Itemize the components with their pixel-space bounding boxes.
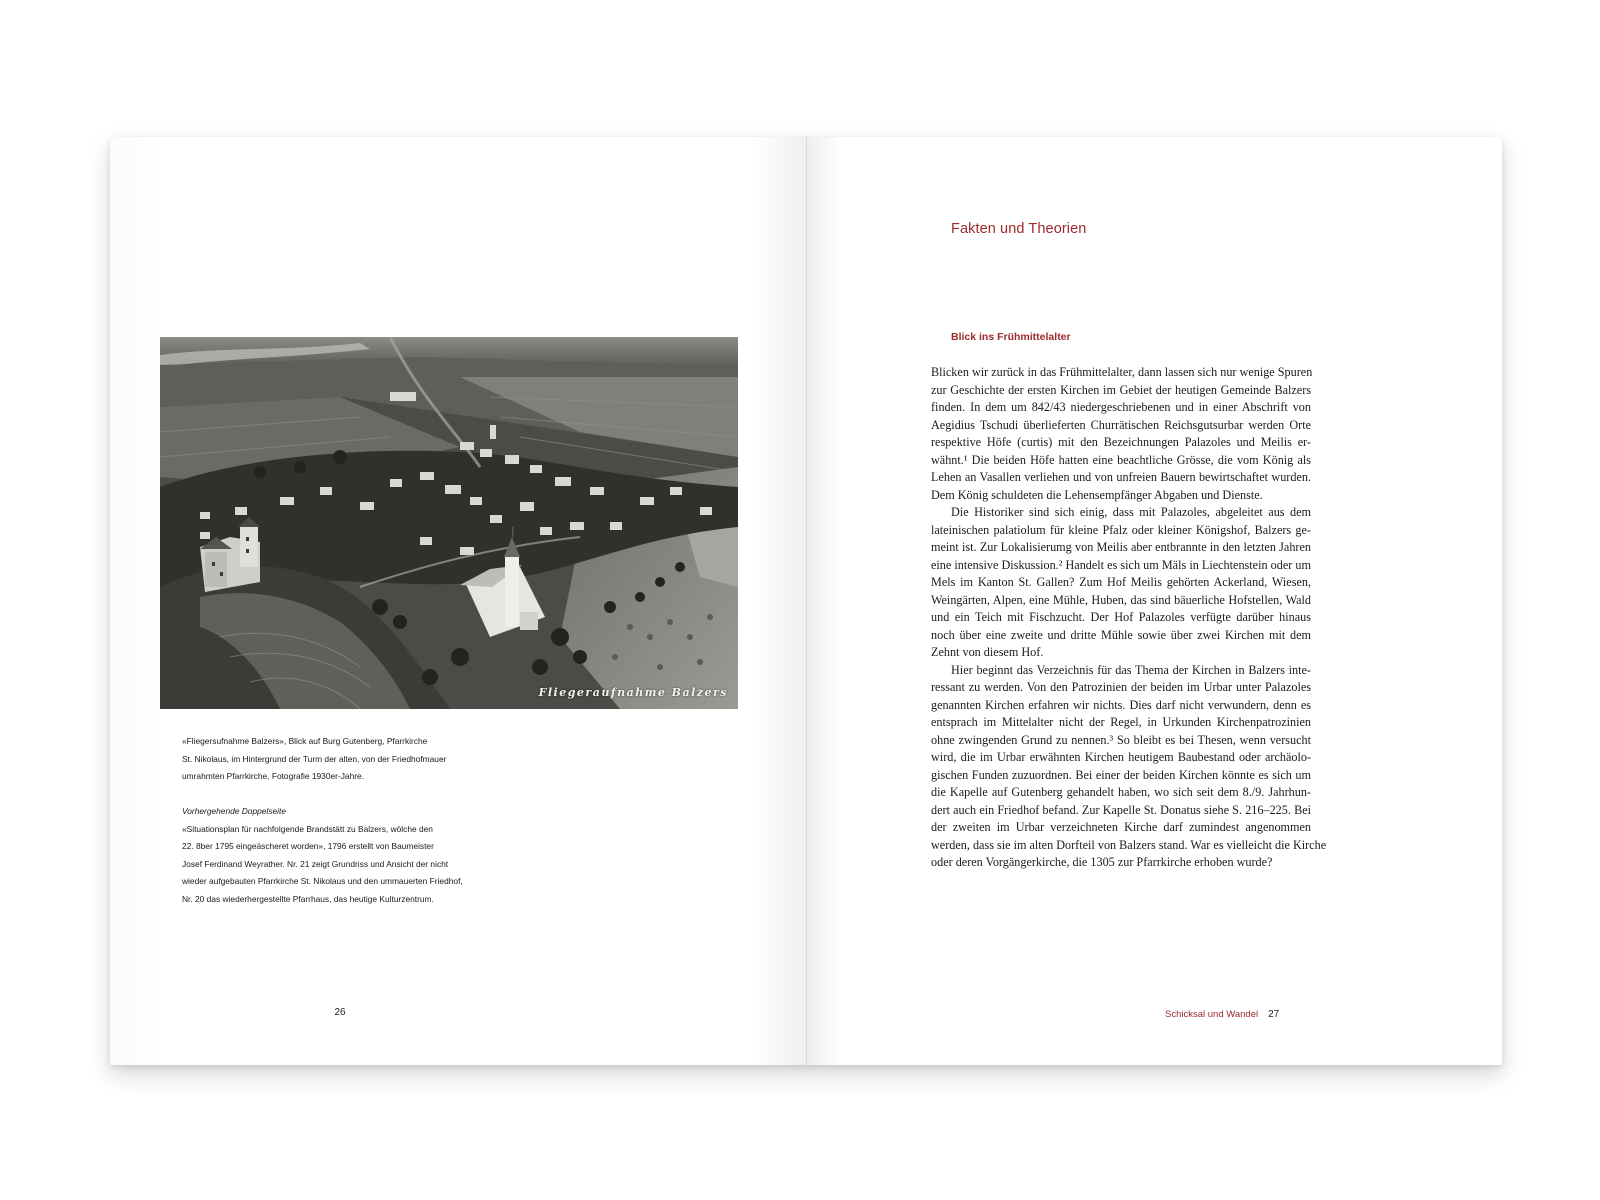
photo-caption — [182, 733, 502, 786]
body-line: Hier beginnt das Verzeichnis für das Thema der Kirchen in Balzers inte- — [951, 662, 1311, 677]
running-footer: Schicksal und Wandel — [1165, 1009, 1259, 1020]
chapter-title: Fakten und Theorien — [951, 221, 1087, 237]
caption-line: «Situationsplan für nachfolgende Brandstätt zu Balzers, wölche den — [182, 823, 433, 834]
body-paragraph — [931, 364, 1311, 504]
body-line: ressant zu werden. Von den Patrozinien der beiden im Urbar unter Palazoles — [931, 680, 1311, 694]
caption-line: Josef Ferdinand Weyrather. Nr. 21 zeigt Grundriss und Ansicht der nicht — [182, 858, 449, 869]
page-number-right: 27 — [1268, 1009, 1280, 1020]
page-number-left: 26 — [334, 1007, 346, 1018]
caption-line: 22. 8ber 1795 eingeäscheret worden», 1796 erstellt von Baumeister — [182, 841, 434, 852]
right-page — [807, 137, 1502, 1065]
body-line: gischen Funden zuzuordnen. Bei einer der beiden Kirchen könnte es sich um — [931, 767, 1311, 782]
caption-line: umrahmten Pfarrkirche, Fotografie 1930er-Jahre. — [182, 771, 365, 782]
caption-heading: Vorhergehende Doppelseite — [182, 806, 286, 816]
body-line: der zweiten im Urbar verzeichneten Kirche darf zumindest angenommen — [931, 820, 1311, 834]
body-line: finden. In dem um 842/43 niedergeschriebenen und in einer Abschrift von — [931, 400, 1311, 414]
body-line: eine intensive Diskussion.² Handelt es sich um Mäls in Liechtenstein oder um — [931, 557, 1311, 572]
photo-inscription: Fliegeraufnahme Balzers — [538, 686, 728, 699]
body-line: zur Geschichte der ersten Kirchen im Gebiet der heutigen Gemeinde Balzers — [931, 382, 1311, 397]
body-line: genannten Kirchen erfahren wir nichts. Dies darf nicht verwundern, denn es — [931, 697, 1311, 712]
body-line: Dem König schuldeten die Lehensempfänger Abgaben und Dienste. — [931, 487, 1263, 502]
body-paragraph — [931, 662, 1327, 872]
aerial-photo — [160, 337, 738, 709]
body-line: Aegidius Tschudi überlieferten Churrätischen Reichsgutsurbar werden Orte — [931, 417, 1311, 432]
body-line: entsprach im Mittelalter nicht der Regel, in Urkunden Kirchenpatrozinien — [931, 715, 1311, 729]
body-line: meint ist. Zur Lokalisierumg von Meilis aber entbrannte in den letzten Jahren — [931, 540, 1311, 554]
previous-spread-caption — [182, 803, 502, 909]
aerial-photo-image — [160, 337, 738, 709]
body-line: respektive Höfe (curtis) mit den Bezeichnungen Palazoles und Meilis er- — [931, 435, 1311, 449]
body-line: Mels im Kanton St. Gallen? Zum Hof Meilis gehörten Ackerland, Wiesen, — [931, 575, 1311, 589]
body-line: die Kapelle auf Gutenberg gehandelt haben, wo sich seit dem 8./9. Jahrhun- — [931, 785, 1311, 799]
caption-line: wieder aufgebauten Pfarrkirche St. Nikolaus und den ummauerten Friedhof, — [182, 876, 463, 887]
body-line: wird, die im Urbar erwähnten Kirchen heutigem Baubestand oder archäolo- — [931, 750, 1311, 764]
body-line: noch über eine zweite und dritte Mühle sowie über zwei Kirchen mit dem — [931, 627, 1311, 642]
caption-line: St. Nikolaus, im Hintergrund der Turm der alten, von der Friedhofmauer — [182, 753, 447, 764]
body-line: Lehen an Vasallen verliehen und von unfreien Bauern bewirtschaftet wurden. — [931, 470, 1311, 484]
book-spread — [110, 137, 1502, 1065]
body-line: Blicken wir zurück in das Frühmittelalter, dann lassen sich nur wenige Spuren — [931, 365, 1313, 379]
body-text — [931, 364, 1327, 872]
body-line: lateinischen palatiolum für kleine Pfalz oder kleiner Königshof, Balzers ge- — [931, 522, 1311, 537]
body-paragraph — [931, 504, 1311, 662]
body-line: wähnt.¹ Die beiden Höfe hatten eine beachtliche Grösse, die vom König als — [931, 452, 1311, 467]
body-line: ohne zwingenden Grund zu nennen.³ So bleibt es bei Thesen, wenn versucht — [931, 732, 1311, 747]
caption-line: Nr. 20 das wiederhergestellte Pfarrhaus, das heutige Kulturzentrum. — [182, 893, 434, 904]
body-line: oder deren Vorgängerkirche, die 1305 zur Pfarrkirche erhoben wurde? — [931, 855, 1273, 869]
section-title: Blick ins Frühmittelalter — [951, 331, 1071, 343]
body-line: dert auch ein Friedhof befand. Zur Kapelle St. Donatus siehe S. 216–225. Bei — [931, 802, 1311, 817]
left-page — [110, 137, 807, 1065]
body-line: und ein Teich mit Fischzucht. Der Hof Palazoles verfügte darüber hinaus — [931, 610, 1311, 624]
body-line: werden, dass sie im alten Dorfteil von Balzers stand. War es vielleicht die Kirche — [931, 837, 1327, 852]
body-line: Weingärten, Alpen, eine Mühle, Huben, das sind bäuerliche Hofstellen, Wald — [931, 592, 1311, 607]
body-line: Zehnt von diesem Hof. — [931, 645, 1044, 659]
page-footer-right — [1165, 1009, 1279, 1020]
caption-line: «Fliegersufnahme Balzers», Blick auf Burg Gutenberg, Pfarrkirche — [182, 736, 428, 746]
body-line: Die Historiker sind sich einig, dass mit Palazoles, abgeleitet aus dem — [951, 505, 1311, 519]
